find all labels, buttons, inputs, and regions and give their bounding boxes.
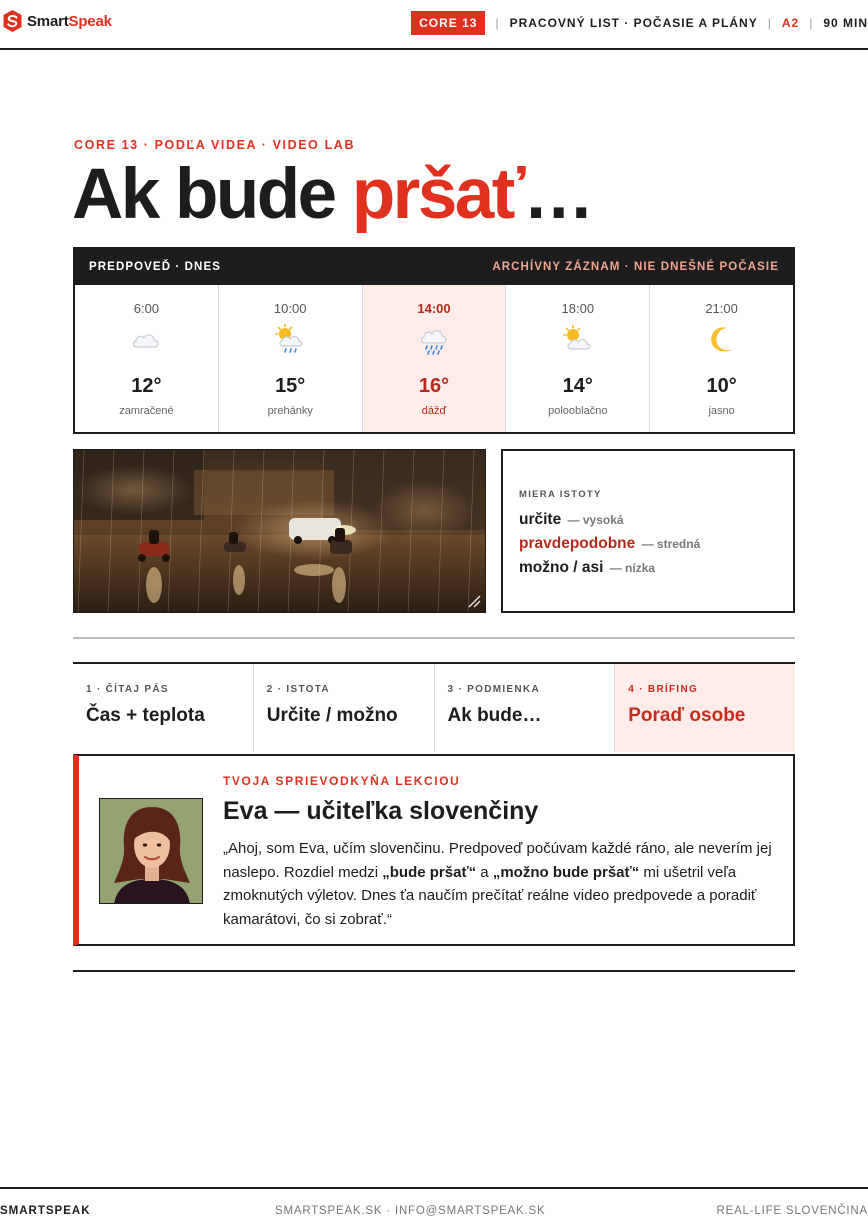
step-number: 4 · BRÍFING xyxy=(628,684,699,695)
certainty-level: — vysoká xyxy=(567,513,624,527)
forecast-header-title: PREDPOVEĎ · DNES xyxy=(89,261,221,273)
slot-time: 14:00 xyxy=(417,301,451,316)
sun-cloud-icon xyxy=(561,323,595,357)
certainty-level: — stredná xyxy=(641,537,701,551)
guide-name: Eva — učiteľka slovenčiny xyxy=(223,797,539,825)
slot-desc: jasno xyxy=(708,405,735,417)
section-divider xyxy=(73,970,795,972)
forecast-slot xyxy=(75,285,219,432)
moon-icon xyxy=(705,323,739,357)
worksheet-meta xyxy=(411,11,868,35)
certainty-label: MIERA ISTOTY xyxy=(519,489,602,500)
step-title: Poraď osobe xyxy=(628,705,746,726)
footer-contact: SMARTSPEAK.SK · INFO@SMARTSPEAK.SK xyxy=(275,1205,546,1217)
step-3 xyxy=(435,664,616,752)
slot-desc: zamračené xyxy=(119,405,174,417)
core-badge: CORE 13 xyxy=(411,11,485,35)
certainty-word: určite xyxy=(519,511,562,528)
page-title: Ak bude pršať… xyxy=(72,155,592,234)
rain-street-photo xyxy=(73,449,486,613)
logo-text: SmartSpeak xyxy=(27,12,112,30)
slot-time: 10:00 xyxy=(273,301,307,316)
step-number: 3 · PODMIENKA xyxy=(447,684,540,695)
logo-mark-icon xyxy=(2,9,23,33)
footer-brand: SMARTSPEAK xyxy=(0,1205,91,1217)
certainty-row-high xyxy=(519,508,793,532)
worksheet-title: PRACOVNÝ LIST · POČASIE A PLÁNY xyxy=(509,16,758,30)
step-4-active xyxy=(615,664,795,752)
title-highlight: pršať xyxy=(351,155,524,234)
slot-temp: 12° xyxy=(131,375,162,397)
forecast-slot xyxy=(650,285,793,432)
slot-temp: 16° xyxy=(418,375,450,397)
lesson-kicker: CORE 13 · PODĽA VIDEA · VIDEO LAB xyxy=(74,138,356,152)
phrase-bude-prsat: „bude pršať“ xyxy=(382,863,477,881)
guide-card xyxy=(73,754,795,946)
certainty-level: — nízka xyxy=(609,561,656,575)
certainty-word: pravdepodobne xyxy=(519,535,636,552)
divider: | xyxy=(495,16,500,30)
slot-time: 21:00 xyxy=(705,301,738,316)
resize-handle-icon xyxy=(467,594,481,608)
slot-desc: prehánky xyxy=(267,405,313,417)
step-1 xyxy=(73,664,254,752)
certainty-row-mid xyxy=(519,532,793,556)
guide-avatar xyxy=(99,798,203,904)
step-2 xyxy=(254,664,435,752)
cloud-rain-icon xyxy=(417,323,451,357)
forecast-strip xyxy=(73,247,795,434)
step-title: Určite / možno xyxy=(266,705,398,726)
slot-desc: dážď xyxy=(421,405,447,417)
duration: 90 MIN xyxy=(823,16,868,30)
step-title: Ak bude… xyxy=(447,705,542,726)
forecast-header-note: ARCHÍVNY ZÁZNAM · NIE DNEŠNÉ POČASIE xyxy=(492,261,779,273)
forecast-header xyxy=(75,249,793,285)
phrase-mozno-bude-prsat: „možno bude pršať“ xyxy=(492,863,640,881)
logo xyxy=(2,9,112,33)
slot-temp: 15° xyxy=(275,375,306,397)
section-divider xyxy=(73,637,795,639)
level-badge: A2 xyxy=(781,16,800,30)
rain-street-image xyxy=(74,450,486,613)
divider: | xyxy=(767,16,772,30)
cloud-icon xyxy=(129,323,163,357)
slot-time: 18:00 xyxy=(561,301,595,316)
forecast-slot xyxy=(219,285,363,432)
slot-time: 6:00 xyxy=(133,301,160,316)
step-title: Čas + teplota xyxy=(86,705,205,726)
divider: | xyxy=(809,16,814,30)
certainty-word: možno / asi xyxy=(519,559,604,576)
slot-desc: polooblačno xyxy=(548,405,608,417)
forecast-slot-active xyxy=(363,285,507,432)
footer-tagline: REAL-LIFE SLOVENČINA xyxy=(716,1205,868,1217)
guide-quote: „Ahoj, som Eva, učím slovenčinu. Predpoveď počúvam každé ráno, ale neverím jej naslepo. Rozdiel medzi „bude pršať“ a „možno bude pršať“ mi ušetril veľa zmoknutých výletov. Dnes ťa naučím prečítať reálne video predpovede a poradiť kamarátovi, čo si zobrať.“ xyxy=(223,840,772,928)
forecast-columns xyxy=(75,285,793,432)
step-number: 2 · ISTOTA xyxy=(266,684,330,695)
slot-temp: 10° xyxy=(706,375,737,397)
lesson-steps xyxy=(73,662,795,752)
top-bar xyxy=(0,0,868,50)
step-number: 1 · ČÍTAJ PÁS xyxy=(86,684,169,695)
slot-temp: 14° xyxy=(562,375,593,397)
certainty-box xyxy=(501,449,795,613)
sun-cloud-rain-icon xyxy=(273,323,307,357)
footer xyxy=(0,1187,868,1228)
forecast-slot xyxy=(506,285,650,432)
guide-portrait-image xyxy=(100,799,203,904)
certainty-row-low xyxy=(519,556,793,580)
guide-kicker: TVOJA SPRIEVODKYŇA LEKCIOU xyxy=(223,774,461,788)
